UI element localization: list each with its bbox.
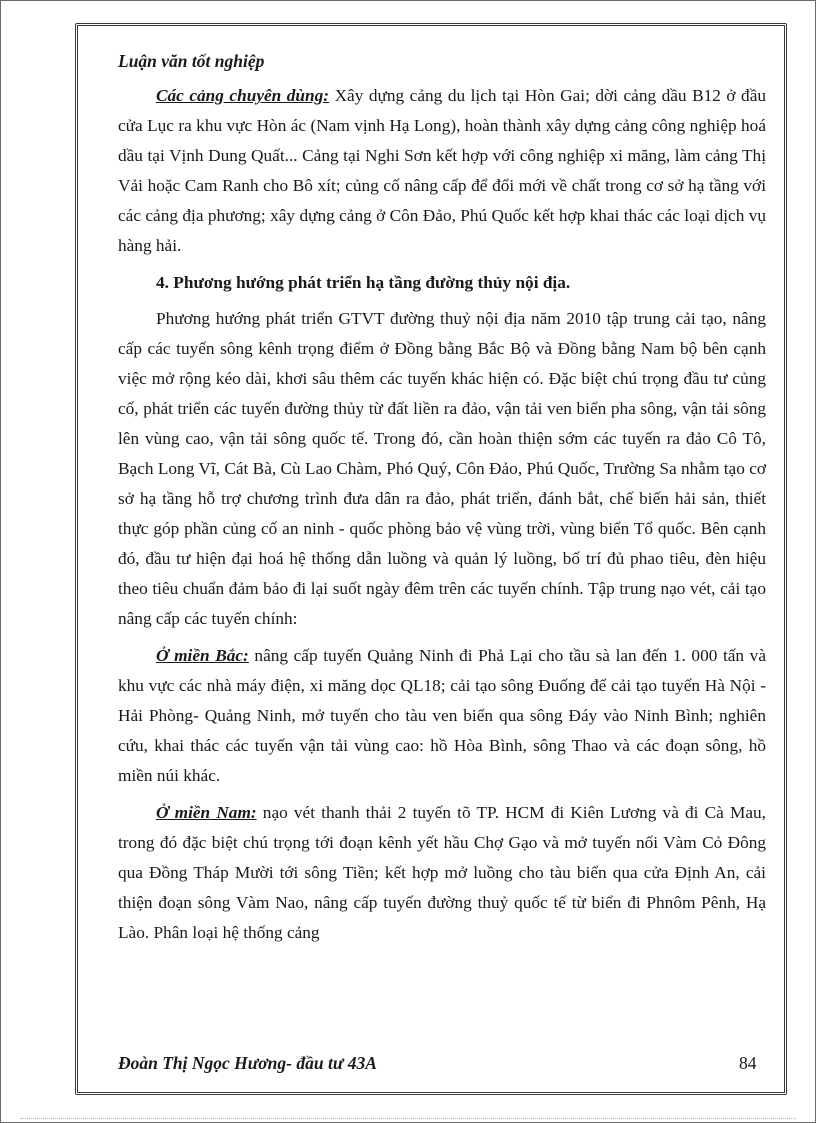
paragraph-lead-south: Ở miền Nam: (156, 803, 257, 822)
paragraph-south (118, 798, 766, 948)
running-header: Luận văn tốt nghiệp (118, 51, 265, 71)
paragraph-lead-specialized-ports: Các cảng chuyên dùng: (156, 86, 330, 105)
paragraph-inland-waterway: Phương hướng phát triển GTVT đường thuỷ nội địa năm 2010 tập trung cải tạo, nâng cấp các tuyến sông kênh trọng điểm ở Đồng bằng Bắc Bộ và Đồng bằng Nam bộ bên cạnh việc mở rộng kéo dài, khơi sâu thêm các tuyến khác hiện có. Đặc biệt chú trọng đầu tư củng cố, phát triển các tuyến đường thủy từ đất liền ra đảo, vận tải ven biển pha sông, vận tải sông lên vùng cao, vận tải sông quốc tế. Trong đó, cần hoàn thiện sớm các tuyến ra đảo Cô Tô, Bạch Long Vĩ, Cát Bà, Cù Lao Chàm, Phó Quý, Côn Đảo, Phú Quốc, Trường Sa nhằm tạo cơ sở hạ tầng hỗ trợ chương trình đưa dân ra đảo, phát triển, đánh bắt, chế biến hải sản, thiết thực góp phần củng cố an ninh - quốc phòng bảo vệ vùng trời, vùng biển Tổ quốc. Bên cạnh đó, đầu tư hiện đại hoá hệ thống dẫn luồng và quản lý luồng, bố trí đủ phao tiêu, đèn hiệu theo tiêu chuẩn đảm bảo đi lại suốt ngày đêm trên các tuyến chính. Tập trung nạo vét, cải tạo nâng cấp các tuyến chính: (118, 309, 766, 628)
paragraph-text: nạo vét thanh thải 2 tuyến tõ TP. HCM đi Kiên Lương và đi Cà Mau, trong đó đặc biệt chú trọng tới đoạn kênh yết hầu Chợ Gạo và mở tuyến nối Vàm Cỏ Đông qua Đồng Tháp Mười tới sông Tiền; kết hợp mở luồng cho tàu biển qua cửa Định An, cải thiện đoạn sông Vàm Nao, nâng cấp tuyến đường thuỷ quốc tế từ biển đi Phnôm Pênh, Hạ Lào. Phân loại hệ thống cảng (118, 803, 766, 942)
paragraph-north (118, 641, 766, 791)
paragraph-text: nâng cấp tuyến Quảng Ninh đi Phả Lại cho tầu sà lan đến 1. 000 tấn và khu vực các nhà máy điện, xi măng dọc QL18; cải tạo sông Đuống để cải tạo tuyến Hà Nội - Hải Phòng- Quảng Ninh, mở tuyến cho tàu ven biển qua sông Đáy vào Ninh Bình; nghiên cứu, khai thác các tuyến vận tải vùng cao: hồ Hòa Bình, sông Thao và các đoạn sông, hồ miền núi khác. (118, 646, 766, 785)
paragraph-lead-north: Ở miền Bắc: (156, 646, 249, 665)
paragraph-specialized-ports (118, 81, 766, 261)
section-heading: 4. Phương hướng phát triển hạ tầng đường thủy nội địa. (156, 273, 571, 292)
body-text (118, 81, 766, 955)
footer-author: Đoàn Thị Ngọc Hương- đầu tư 43A (118, 1053, 377, 1073)
page-separator-line (20, 1118, 796, 1119)
page-number: 84 (739, 1053, 757, 1073)
paragraph-text: Xây dựng cảng du lịch tại Hòn Gai; dời cảng dầu B12 ở đầu cửa Lục ra khu vực Hòn ác (Nam vịnh Hạ Long), hoàn thành xây dựng cảng công nghiệp hoá dầu tại Vịnh Dung Quất... Cảng tại Nghi Sơn kết hợp với công nghiệp xi măng, làm cảng Thị Vải hoặc Cam Ranh cho Bô xít; củng cố nâng cấp để đổi mới về chất trong cơ sở hạ tầng với các cảng địa phương; xây dựng cảng ở Côn Đảo, Phú Quốc kết hợp khai thác các loại dịch vụ hàng hải. (118, 86, 767, 255)
